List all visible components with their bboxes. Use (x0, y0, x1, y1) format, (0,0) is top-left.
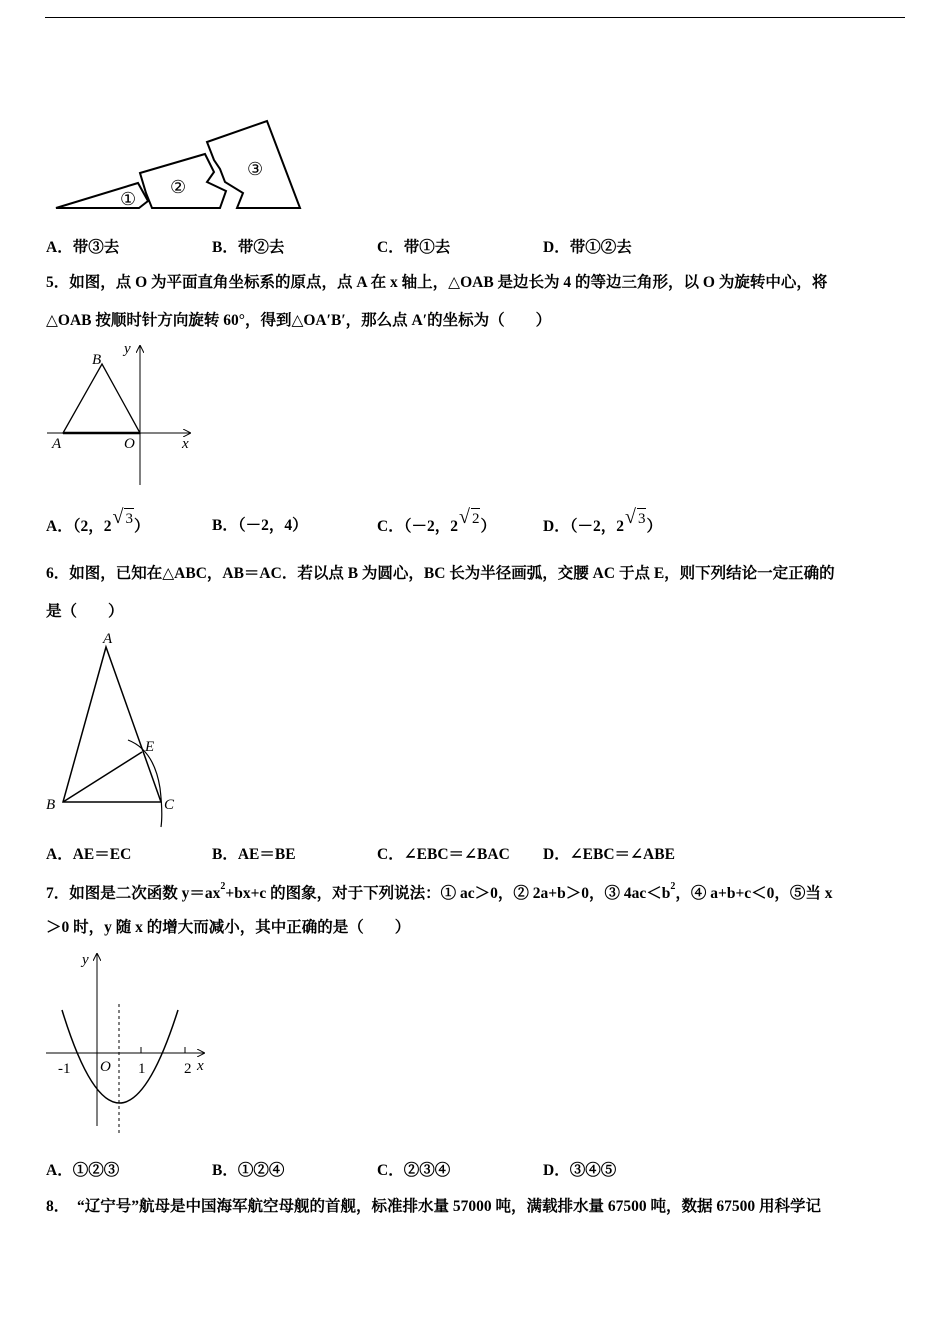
q7-option-b[interactable]: B．①②④ (212, 1162, 285, 1179)
triangle-abc (63, 647, 161, 802)
superscript: 2 (670, 881, 676, 892)
q7-option-d[interactable]: D．③④⑤ (543, 1162, 617, 1179)
q5-option-c[interactable] (377, 506, 496, 537)
q5-option-a-text: A．（2，2 (46, 518, 112, 535)
q5-option-c-radicand: 2 (471, 508, 481, 529)
q6-triangle-figure (44, 628, 194, 833)
header-rule (45, 17, 905, 18)
q5-option-d-radicand: 3 (637, 508, 647, 529)
q4-option-b[interactable]: B．带②去 (212, 239, 285, 256)
q7-stem-line1 (46, 880, 833, 904)
label-2: 2 (184, 1061, 192, 1077)
broken-triangle-figure (50, 115, 310, 215)
q5-coordinate-figure (45, 340, 205, 490)
q7-stem-part2: +bx+c 的图象，对于下列说法：① ac＞0，② 2a+b＞0，③ 4ac＜b (225, 885, 671, 903)
q6-option-c[interactable]: C．∠EBC＝∠BAC (377, 846, 510, 863)
q6-stem-line2: 是（ ） (46, 603, 124, 620)
label-e: E (145, 739, 155, 755)
q5-option-d-close: ） (646, 518, 662, 535)
q4-option-c[interactable]: C．带①去 (377, 239, 451, 256)
q7-stem-part1: 7．如图是二次函数 y＝ax (46, 885, 221, 903)
q6-stem-line1: 6．如图，已知在△ABC，AB＝AC．若以点 B 为圆心，BC 长为半径画弧，交腰 AC 于点 E，则下列结论一定正确的 (46, 565, 835, 582)
q5-stem-line2: △OAB 按顺时针方向旋转 60°，得到△OA′B′，那么点 A′的坐标为（ ） (46, 312, 552, 329)
label-b: B (92, 352, 102, 368)
q8-stem-line1: 8． “辽宁号”航母是中国海军航空母舰的首舰，标准排水量 57000 吨，满载排水量 67500 吨，数据 67500 用科学记 (46, 1198, 822, 1215)
q5-option-c-close: ） (480, 518, 496, 535)
q5-option-a-radicand: 3 (124, 508, 134, 529)
q5-option-a-close: ） (133, 518, 150, 535)
q4-option-a[interactable]: A．带③去 (46, 239, 120, 256)
q5-option-c-text: C．（－2，2 (377, 518, 458, 535)
q7-stem-part3: ，④ a+b+c＜0，⑤当 x (675, 885, 833, 903)
q7-stem-line2: ＞0 时，y 随 x 的增大而减小，其中正确的是（ ） (46, 919, 411, 936)
q7-option-a[interactable]: A．①②③ (46, 1162, 120, 1179)
label-o: O (124, 436, 135, 452)
label-x: x (197, 1058, 204, 1074)
q4-option-d[interactable]: D．带①②去 (543, 239, 632, 256)
q7-option-c[interactable]: C．②③④ (377, 1162, 451, 1179)
q6-option-a[interactable]: A．AE＝EC (46, 846, 132, 863)
q5-stem-line1: 5．如图，点 O 为平面直角坐标系的原点，点 A 在 x 轴上，△OAB 是边长为 4 的等边三角形，以 O 为旋转中心，将 (46, 274, 828, 291)
label-1: 1 (138, 1061, 146, 1077)
label-3: ③ (247, 159, 264, 179)
label-c: C (164, 797, 175, 813)
q5-option-d[interactable] (543, 506, 662, 537)
q5-option-d-text: D．（－2，2 (543, 518, 624, 535)
label-b: B (46, 797, 56, 813)
superscript: 2 (220, 881, 226, 892)
label-2: ② (170, 177, 187, 197)
triangle-oab (63, 364, 140, 433)
q7-parabola-figure (44, 948, 214, 1140)
label-x: x (182, 436, 189, 452)
label-a: A (52, 436, 62, 452)
q5-option-a[interactable] (46, 506, 150, 537)
sqrt-symbol: √ 2 (458, 506, 480, 528)
q5-option-b[interactable]: B．（－2，4） (212, 517, 308, 534)
label-o: O (100, 1059, 111, 1075)
label-y: y (82, 952, 89, 968)
label-y: y (124, 341, 131, 357)
label-a: A (103, 631, 113, 647)
sqrt-symbol: √ 3 (112, 506, 133, 528)
q6-option-b[interactable]: B．AE＝BE (212, 846, 296, 863)
parabola-curve (62, 1010, 178, 1103)
q6-option-d[interactable]: D．∠EBC＝∠ABE (543, 846, 675, 863)
label-minus-1: -1 (58, 1061, 71, 1077)
sqrt-symbol: √ 3 (624, 506, 646, 528)
label-1: ① (120, 189, 137, 209)
